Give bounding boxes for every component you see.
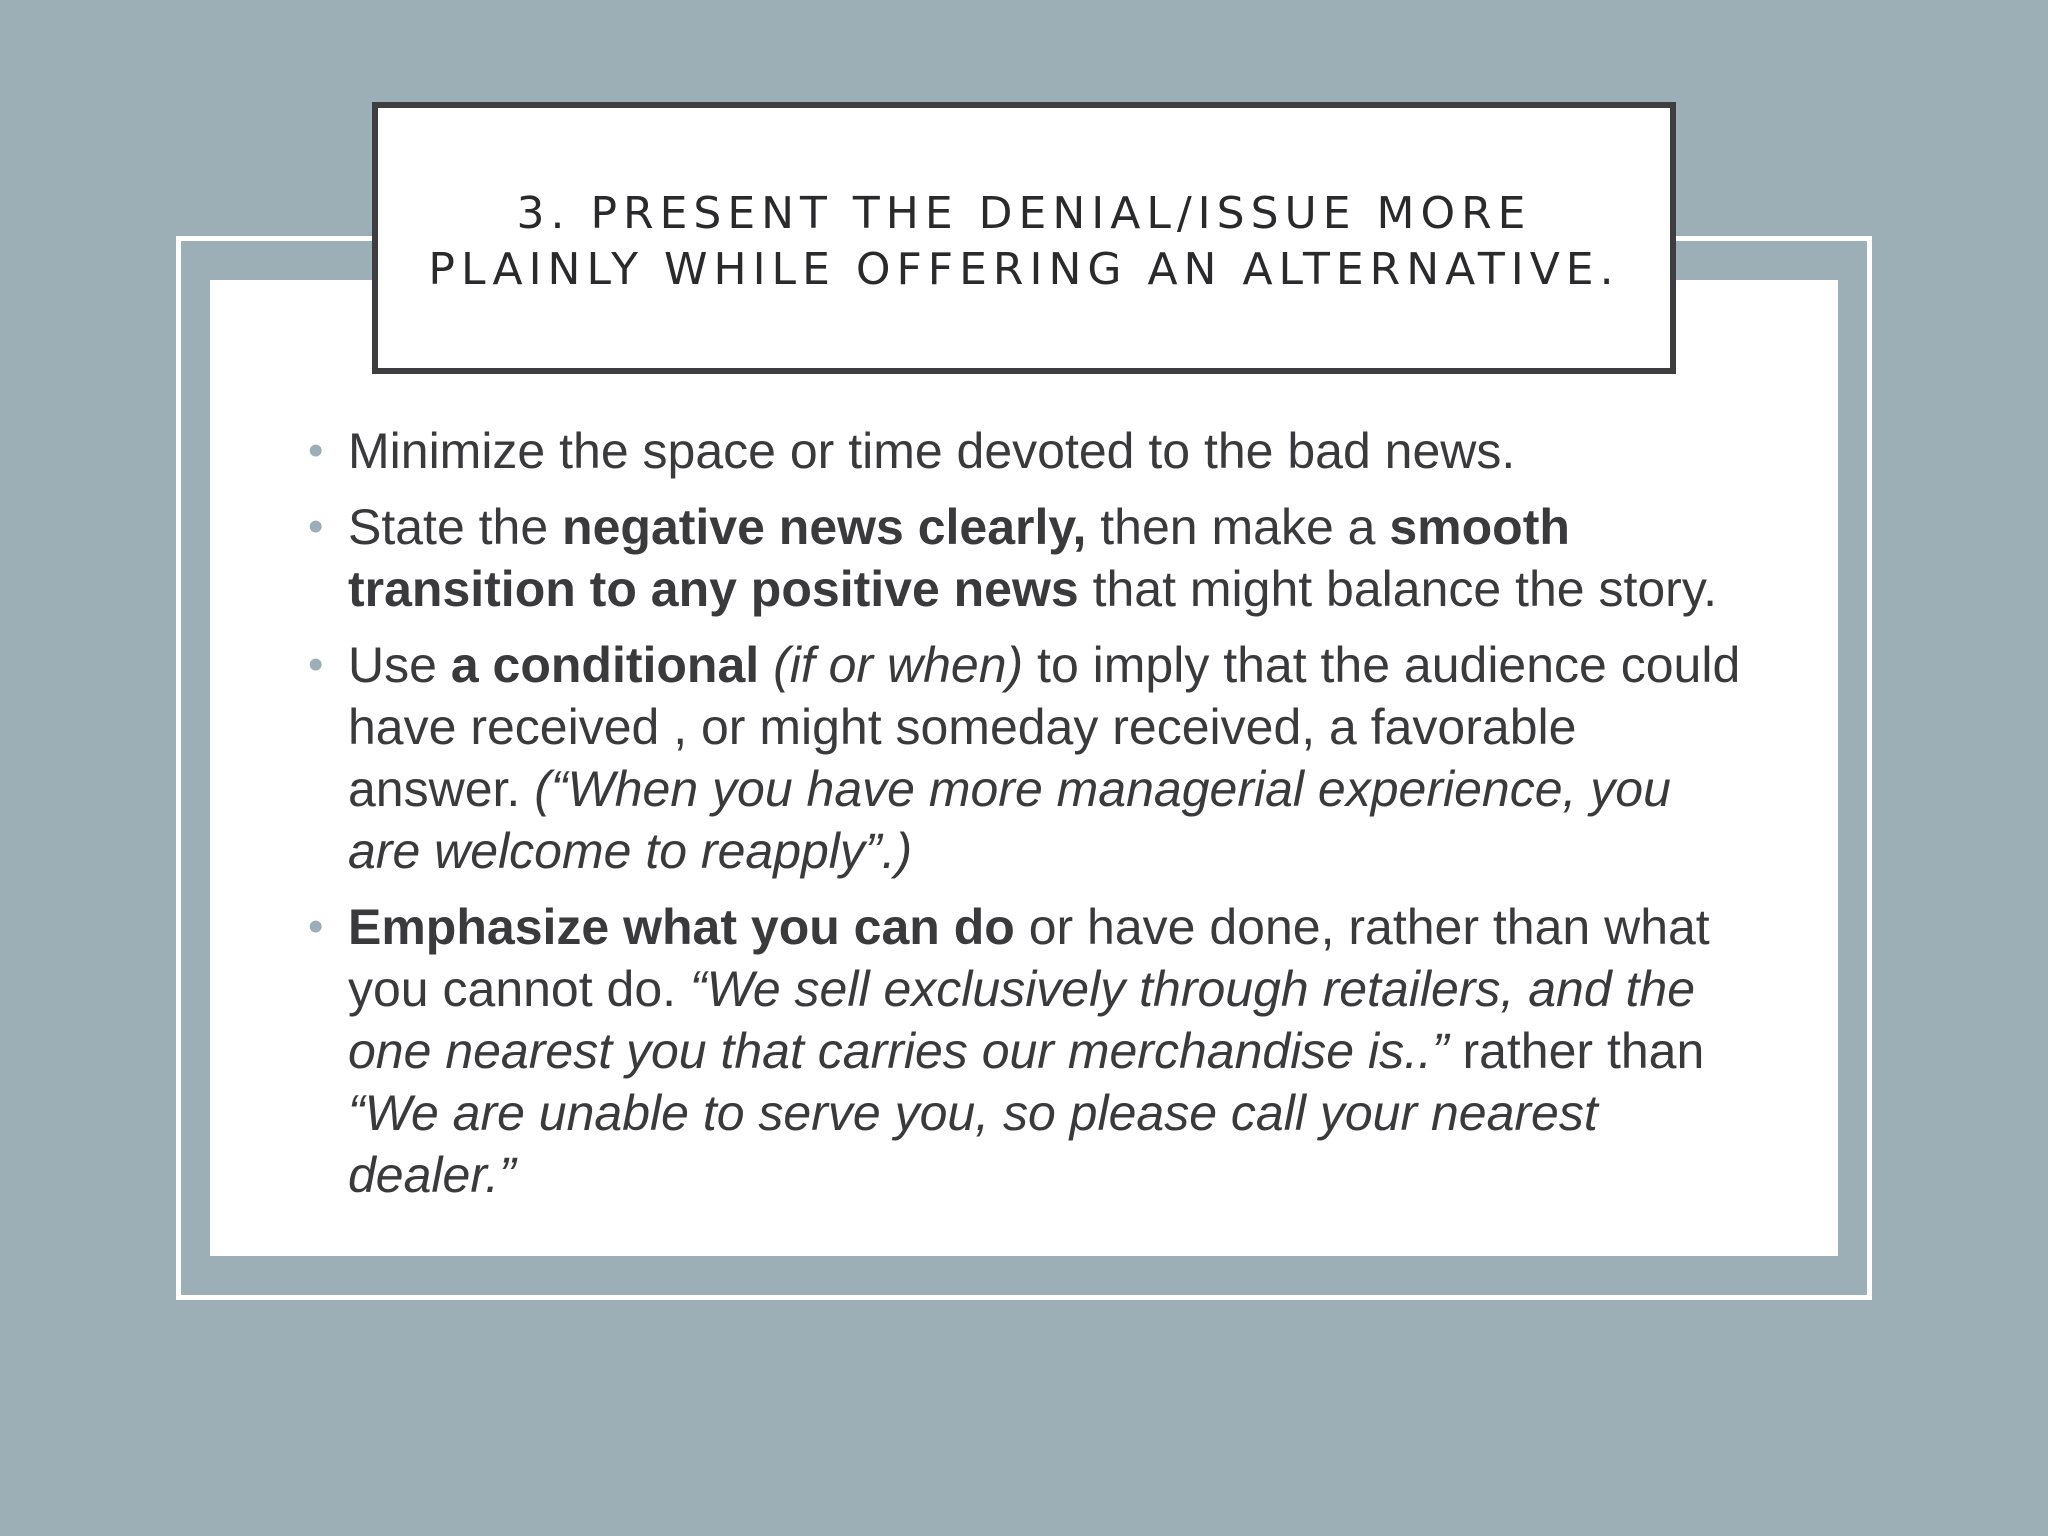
bullet-item [306, 896, 1746, 1206]
bullet-item [306, 420, 1746, 482]
bullet-text: that might balance the story. [1078, 561, 1718, 617]
bullet-italic-text: “We are unable to serve you, so please call your nearest dealer.” [348, 1085, 1598, 1203]
bullet-text: then make a [1086, 499, 1390, 555]
bullet-text: State the [348, 499, 563, 555]
bullet-dot-icon: • [308, 426, 324, 475]
bullet-bold-text: smooth transition to any positive news [348, 499, 1570, 617]
bullet-text: or have done, rather than what you cannot do. [348, 899, 1710, 1017]
bullet-dot-icon: • [308, 640, 324, 689]
bullet-dot-icon: • [308, 902, 324, 951]
bullet-bold-text: Emphasize what you can do [348, 899, 1015, 955]
bullet-bold-text: a conditional [450, 637, 760, 693]
slide-title-line-2: PLAINLY WHILE OFFERING AN ALTERNATIVE. [428, 244, 1620, 295]
bullet-text [759, 637, 773, 693]
bullet-list [306, 420, 1746, 1220]
bullet-bold-text: negative news clearly, [562, 499, 1087, 555]
bullet-text: to imply that the audience could have received , or might someday received, a favorable answer. [348, 637, 1741, 817]
title-box [372, 102, 1676, 374]
bullet-item [306, 496, 1746, 620]
bullet-item [306, 634, 1746, 882]
bullet-italic-text: “We sell exclusively through retailers, and the one nearest you that carries our merchandise is..” [348, 961, 1696, 1079]
bullet-text: Use [348, 637, 451, 693]
bullet-text: rather than [1448, 1023, 1705, 1079]
slide-title [428, 186, 1619, 298]
bullet-italic-text: (“When you have more managerial experience, you are welcome to reapply”.) [348, 761, 1671, 879]
bullet-italic-text: (if or when) [773, 637, 1024, 693]
bullet-dot-icon: • [308, 502, 324, 551]
bullet-text: Minimize the space or time devoted to the bad news. [348, 423, 1516, 479]
slide-title-line-1: 3. PRESENT THE DENIAL/ISSUE MORE [516, 188, 1532, 239]
